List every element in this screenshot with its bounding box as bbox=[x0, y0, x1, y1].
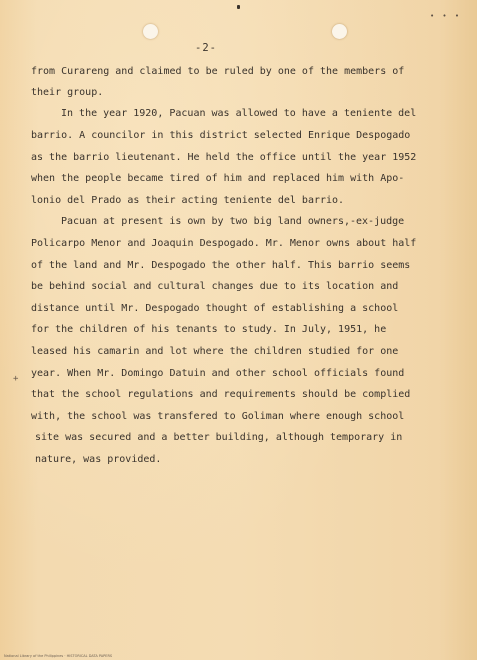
text-line: In the year 1920, Pacuan was allowed to have a teniente del bbox=[61, 108, 417, 119]
text-line: lonio del Prado as their acting teniente del barrio. bbox=[31, 195, 345, 206]
text-line: when the people became tired of him and replaced him with Apo- bbox=[31, 173, 405, 184]
text-line: for the children of his tenants to study. In July, 1951, he bbox=[31, 324, 387, 335]
text-line: site was secured and a better building, although temporary in bbox=[35, 432, 403, 443]
text-line: with, the school was transfered to Goliman where enough school bbox=[31, 411, 405, 422]
text-line: year. When Mr. Domingo Datuin and other school officials found bbox=[31, 368, 405, 379]
text-line: as the barrio lieutenant. He held the office until the year 1952 bbox=[31, 152, 417, 163]
text-line: barrio. A councilor in this district selected Enrique Despogado bbox=[31, 130, 411, 141]
text-line: nature, was provided. bbox=[35, 454, 162, 465]
text-line: distance until Mr. Despogado thought of establishing a school bbox=[31, 303, 399, 314]
punch-hole-left bbox=[143, 24, 158, 39]
text-line: that the school regulations and requirements should be complied bbox=[31, 389, 411, 400]
margin-mark: + bbox=[13, 374, 19, 384]
text-line: Pacuan at present is own by two big land owners,-ex-judge bbox=[61, 216, 405, 227]
text-line: their group. bbox=[31, 87, 104, 98]
corner-marks: • • • bbox=[430, 12, 462, 20]
page-number: -2- bbox=[195, 42, 217, 54]
text-line: Policarpo Menor and Joaquin Despogado. Mr. Menor owns about half bbox=[31, 238, 417, 249]
text-line: be behind social and cultural changes due to its location and bbox=[31, 281, 399, 292]
punch-hole-right bbox=[332, 24, 347, 39]
text-line: of the land and Mr. Despogado the other half. This barrio seems bbox=[31, 260, 411, 271]
text-line: from Curareng and claimed to be ruled by one of the members of bbox=[31, 66, 405, 77]
text-line: leased his camarin and lot where the children studied for one bbox=[31, 346, 399, 357]
archive-footer: National Library of the Philippines · HISTORICAL DATA PAPERS bbox=[4, 654, 113, 658]
staple-mark bbox=[237, 5, 240, 9]
